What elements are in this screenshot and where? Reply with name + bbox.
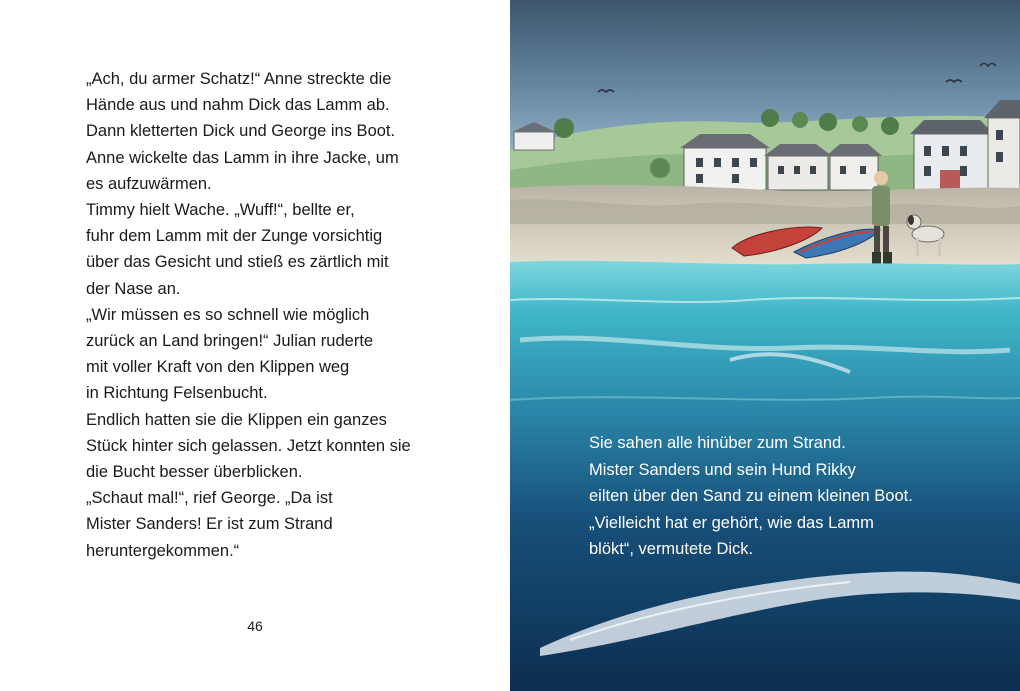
text-line: „Ach, du armer Schatz!“ Anne streckte die xyxy=(86,70,392,88)
tree-icon xyxy=(792,112,808,128)
text-line: Dann kletterten Dick und George ins Boot. xyxy=(86,122,396,141)
text-line: eilten über den Sand zu einem kleinen Boot. xyxy=(589,487,913,505)
tree-icon xyxy=(761,109,779,127)
text-line: „Wir müssen es so schnell wie möglich xyxy=(86,305,370,324)
tree-icon xyxy=(650,158,670,178)
text-line: Anne wickelte das Lamm in ihre Jacke, um xyxy=(86,148,399,167)
text-line: Stück hinter sich gelassen. Jetzt konnten sie xyxy=(86,436,411,455)
text-line: „Schaut mal!“, rief George. „Da ist xyxy=(86,489,333,508)
text-line: es aufzuwärmen. xyxy=(86,174,212,193)
house-icon xyxy=(826,144,882,190)
text-line: die Bucht besser überblicken. xyxy=(86,463,303,482)
coastal-illustration xyxy=(510,0,1020,691)
text-line: blökt“, vermutete Dick. xyxy=(589,540,754,558)
text-line: über das Gesicht und stieß es zärtlich mit xyxy=(86,253,389,272)
text-line: mit voller Kraft von den Klippen weg xyxy=(86,358,350,377)
text-line: Mister Sanders! Er ist zum Strand xyxy=(86,515,333,534)
house-icon xyxy=(764,144,832,190)
tree-icon xyxy=(852,116,868,132)
text-line: fuhr dem Lamm mit der Zunge vorsichtig xyxy=(86,227,383,246)
right-page xyxy=(510,0,1020,691)
right-page-text xyxy=(589,430,1009,563)
text-line: Hände aus und nahm Dick das Lamm ab. xyxy=(86,96,390,115)
text-line: zurück an Land bringen!“ Julian ruderte xyxy=(86,332,374,351)
text-line: Sie sahen alle hinüber zum Strand. xyxy=(589,434,846,452)
tree-icon xyxy=(819,113,837,131)
page-number: 46 xyxy=(247,618,263,634)
house-icon xyxy=(680,134,770,190)
house-icon xyxy=(984,100,1020,190)
text-line: Mister Sanders und sein Hund Rikky xyxy=(589,460,856,479)
house-icon xyxy=(910,120,994,190)
text-line: heruntergekommen.“ xyxy=(86,541,240,560)
text-line: Endlich hatten sie die Klippen ein ganzes xyxy=(86,410,387,429)
text-line: der Nase an. xyxy=(86,279,181,298)
text-line: „Vielleicht hat er gehört, wie das Lamm xyxy=(589,513,874,532)
tree-icon xyxy=(554,118,574,138)
left-page-text xyxy=(86,66,486,564)
text-line: Timmy hielt Wache. „Wuff!“, bellte er, xyxy=(86,201,355,220)
tree-icon xyxy=(881,117,899,135)
text-line: in Richtung Felsenbucht. xyxy=(86,384,268,403)
